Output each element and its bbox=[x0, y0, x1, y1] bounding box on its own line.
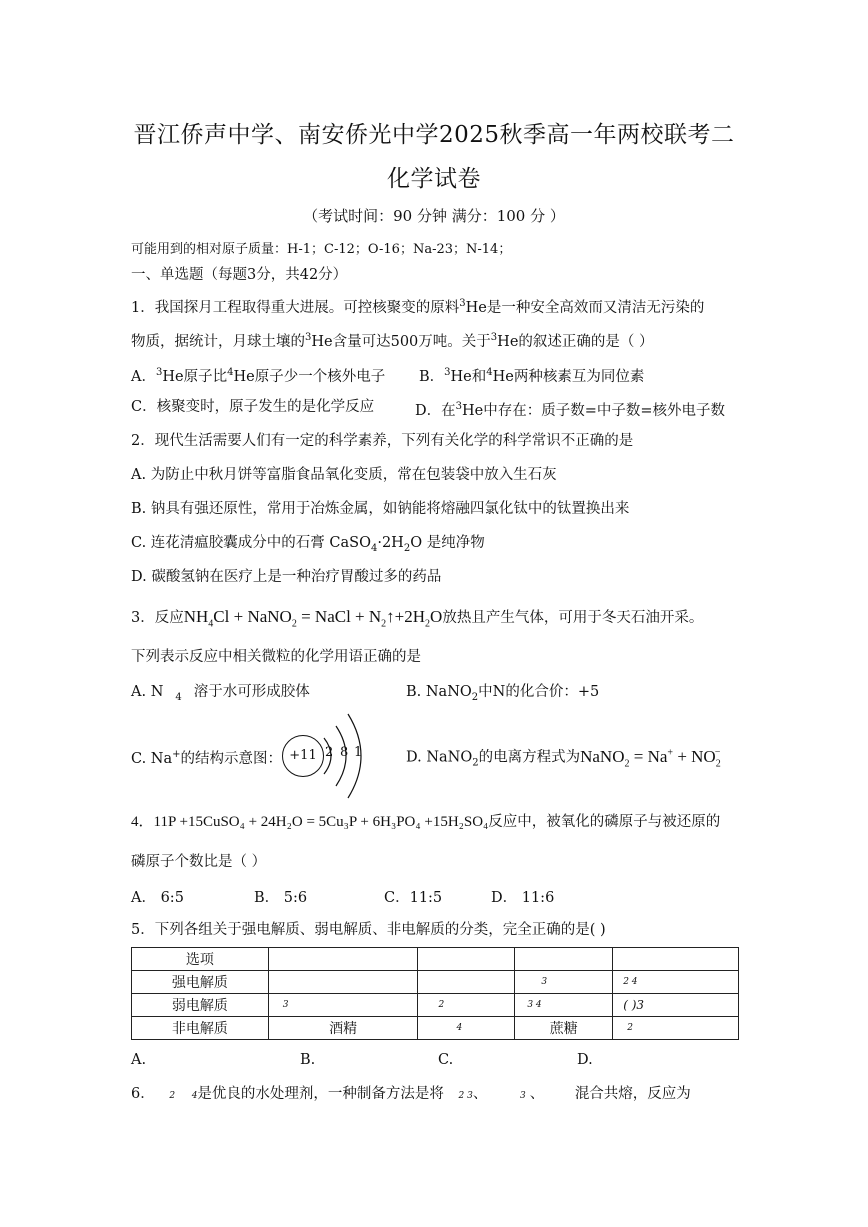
exam-title-line1: 晋江侨声中学、南安侨光中学2025秋季高一年两校联考二 bbox=[133, 122, 735, 148]
table-cell: 酒精 bbox=[268, 1017, 418, 1040]
q6-stem: 6． 2 4是优良的水处理剂，一种制备方法是将 2 3、 3 、 混合共熔，反应为 bbox=[131, 1086, 691, 1102]
section-heading: 一、单选题（每题3分，共42分） bbox=[131, 267, 348, 283]
shell-count-1: 2 bbox=[325, 745, 334, 760]
table-cell: 2 4 bbox=[613, 971, 739, 994]
table-cell bbox=[268, 971, 418, 994]
q5-label-d: D. bbox=[577, 1052, 593, 1068]
q4-option-b: B． 5:6 bbox=[254, 890, 308, 906]
classification-table bbox=[131, 947, 739, 1040]
q4-stem-line2: 磷原子个数比是（ ） bbox=[131, 854, 267, 870]
q3-stem-line2: 下列表示反应中相关微粒的化学用语正确的是 bbox=[131, 649, 421, 665]
table-cell: 4 bbox=[418, 1017, 515, 1040]
q5-label-b: B. bbox=[300, 1052, 316, 1068]
table-row bbox=[132, 1017, 739, 1040]
table-cell: 选项 bbox=[132, 948, 269, 971]
atomic-mass-line: 可能用到的相对原子质量：H-1；C-12；O-16；Na-23；N-14； bbox=[131, 242, 512, 257]
table-cell: 弱电解质 bbox=[132, 994, 269, 1017]
table-cell: ( )3 bbox=[613, 994, 739, 1017]
exam-info: （考试时间：90 分钟 满分：100 分 ） bbox=[303, 207, 565, 225]
q5-label-a: A. bbox=[131, 1052, 147, 1068]
table-row bbox=[132, 994, 739, 1017]
table-cell bbox=[613, 948, 739, 971]
shell-count-2: 8 bbox=[340, 745, 349, 760]
table-cell: 非电解质 bbox=[132, 1017, 269, 1040]
table-cell: 2 bbox=[418, 994, 515, 1017]
q4-option-c: C．11:5 bbox=[384, 890, 443, 906]
sodium-ion-nucleus: +11 bbox=[282, 735, 324, 777]
q3-option-c: C. Na+的结构示意图： bbox=[131, 749, 283, 767]
q1-stem: 1．我国探月工程取得重大进展。可控核聚变的原料$^3$He是一种安全高效而又清洁无污染的 bbox=[131, 298, 705, 316]
table-row bbox=[132, 948, 739, 971]
q1-option-d: D．在$^3$He中存在：质子数=中子数=核外电子数 bbox=[415, 401, 726, 419]
table-cell: 2 bbox=[613, 1017, 739, 1040]
q2-option-d: D. 碳酸氢钠在医疗上是一种治疗胃酸过多的药品 bbox=[131, 569, 442, 585]
table-cell: 3 bbox=[268, 994, 418, 1017]
q2-option-c: C. 连花清瘟胶囊成分中的石膏 $CaSO_4\cdot 2H_2O$ 是纯净物 bbox=[131, 535, 485, 554]
q1-option-a: A．$^3$He原子比$^4$He原子少一个核外电子 bbox=[131, 367, 386, 385]
q3-equation: $NH_4Cl$ + NaNO$_2$ = NaCl + $N_2↑+2H_2O$ bbox=[183, 607, 443, 630]
table-cell bbox=[515, 948, 613, 971]
table-cell: 强电解质 bbox=[132, 971, 269, 994]
q3-stem: 3．反应$NH_4Cl$ + NaNO$_2$ = NaCl + $N_2↑+2H_2O$放热且产生气体，可用于冬天石油开采。 bbox=[131, 607, 704, 630]
q5-stem: 5．下列各组关于强电解质、弱电解质、非电解质的分类，完全正确的是( ) bbox=[131, 922, 606, 938]
q1-stem-line2: 物质，据统计，月球土壤的$^3$He含量可达500万吨。关于$^3$He的叙述正确的是（ ） bbox=[131, 332, 654, 350]
shell-count-3: 1 bbox=[354, 745, 363, 760]
table-cell: 3 4 bbox=[515, 994, 613, 1017]
q1-option-c: C．核聚变时，原子发生的是化学反应 bbox=[131, 399, 375, 415]
q2-option-b: B. 钠具有强还原性，常用于冶炼金属，如钠能将熔融四氯化钛中的钛置换出来 bbox=[131, 501, 630, 517]
q5-label-c: C. bbox=[438, 1052, 454, 1068]
q4-option-a: A． 6:5 bbox=[131, 890, 184, 906]
table-row bbox=[132, 971, 739, 994]
q4-stem: 4．11P +15CuSO₄ + 24H₂O = 5Cu₃P + 6H₃PO₄ +15H₂SO₄反应中，被氧化的磷原子与被还原的 bbox=[131, 814, 721, 830]
q2-option-a: A. 为防止中秋月饼等富脂食品氧化变质，常在包装袋中放入生石灰 bbox=[131, 467, 557, 483]
q3-option-d: D. NaNO$_2$的电离方程式为NaNO$_2$ = $Na^+ + NO_2^-$ bbox=[406, 746, 721, 770]
table-cell bbox=[268, 948, 418, 971]
q4-option-d: D． 11:6 bbox=[491, 890, 555, 906]
q1-option-b: B．$^3$He和$^4$He两种核素互为同位素 bbox=[419, 367, 645, 385]
table-cell bbox=[418, 948, 515, 971]
exam-title-line2: 化学试卷 bbox=[387, 166, 481, 192]
table-cell: 3 bbox=[515, 971, 613, 994]
q2-stem: 2．现代生活需要人们有一定的科学素养，下列有关化学的科学常识不正确的是 bbox=[131, 433, 634, 449]
table-cell: 蔗糖 bbox=[515, 1017, 613, 1040]
q3-option-a: A. N $_4$ 溶于水可形成胶体 bbox=[131, 684, 310, 703]
table-cell bbox=[418, 971, 515, 994]
q3-option-b: B. NaNO$_2$中N的化合价：+5 bbox=[406, 684, 600, 703]
